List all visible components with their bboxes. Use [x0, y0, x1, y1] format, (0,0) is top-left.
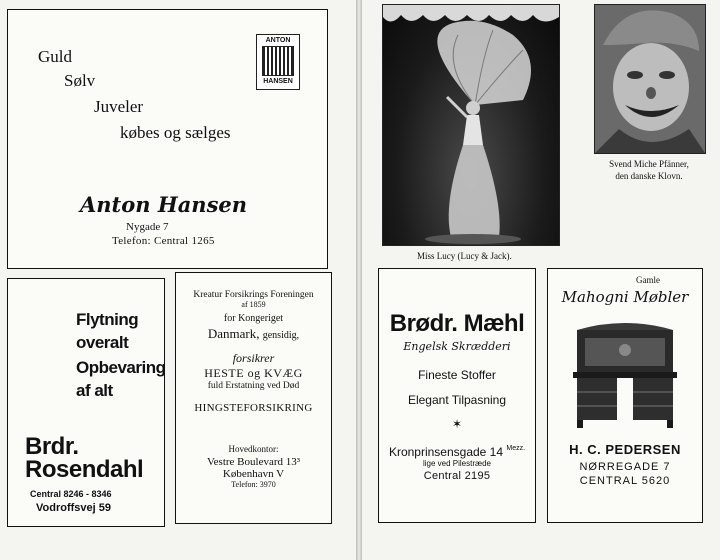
- anton-hansen-logo: [256, 34, 300, 90]
- clown-illustration: [595, 5, 705, 153]
- rosendahl-ad: [7, 278, 165, 527]
- clown-caption: [584, 158, 714, 182]
- anton-hansen-ad: [7, 9, 328, 269]
- kreatur-office: Hovedkontor:: [228, 444, 279, 454]
- maehl-phone: Central 2195: [423, 470, 491, 482]
- clown-caption-line-1: Svend Miche Pfänner,: [609, 159, 689, 169]
- kreatur-phone: Telefon: 3970: [231, 480, 276, 489]
- rosendahl-phone: Central 8246 - 8346: [30, 489, 112, 499]
- kreatur-danmark: Danmark,: [207, 326, 260, 341]
- kreatur-gensidig: gensidig,: [262, 330, 300, 341]
- ad-line-guld: Guld: [38, 47, 72, 66]
- maehl-ad: [378, 268, 536, 523]
- kreatur-line-8: HINGSTEFORSIKRING: [194, 402, 313, 414]
- anton-hansen-address: Nygade 7: [126, 221, 169, 233]
- kreatur-line-6: HESTE og KVÆG: [204, 366, 303, 380]
- pedersen-ad: [547, 268, 703, 523]
- kreatur-line-3: for Kongeriget: [223, 313, 284, 324]
- logo-text-bottom: HANSEN: [263, 78, 293, 85]
- miss-lucy-caption: Miss Lucy (Lucy & Jack).: [417, 251, 512, 261]
- roll-top-desk-illustration: [569, 320, 681, 428]
- right-page: [362, 0, 720, 560]
- pedersen-name: H. C. PEDERSEN: [569, 442, 681, 457]
- rosendahl-address: Vodroffsvej 59: [36, 502, 111, 514]
- clown-photo: [594, 4, 706, 154]
- kreatur-address-1: Vestre Boulevard 13³: [206, 456, 301, 468]
- ad-line-juveler: Juveler: [94, 97, 144, 116]
- kreatur-line-5: forsikrer: [232, 351, 275, 365]
- rosendahl-line-2: overalt: [76, 333, 129, 352]
- maehl-note: lige ved Pilestræde: [422, 459, 492, 468]
- left-page: [0, 0, 356, 560]
- rosendahl-name-1: Brdr.: [25, 433, 79, 460]
- maehl-line-1: Fineste Stoffer: [418, 368, 496, 382]
- kreatur-line-7: fuld Erstatning ved Død: [207, 381, 300, 391]
- rosendahl-line-4: af alt: [76, 381, 113, 400]
- ad-line-kobes: købes og sælges: [120, 123, 231, 142]
- pedersen-top: Gamle: [636, 275, 660, 285]
- miss-lucy-photo: [382, 4, 560, 246]
- maehl-sub: Engelsk Skrædderi: [403, 340, 511, 353]
- dancer-illustration: [383, 5, 559, 245]
- rosendahl-line-3: Opbevaring: [76, 358, 166, 377]
- kreatur-forsikring-ad: [175, 272, 332, 524]
- maehl-floor: Mezz.: [506, 445, 526, 452]
- anton-hansen-phone: Telefon: Central 1265: [112, 235, 215, 247]
- maehl-name: Brødr. Mæhl: [389, 310, 525, 337]
- kreatur-line-2: af 1859: [241, 300, 266, 309]
- clown-caption-line-2: den danske Klovn.: [615, 171, 683, 181]
- kreatur-line-4: [176, 326, 331, 342]
- maehl-address-line: [379, 445, 535, 459]
- rosendahl-line-1: Flytning: [76, 310, 139, 329]
- kreatur-line-1: Kreatur Forsikrings Foreningen: [193, 290, 314, 300]
- logo-figure: [262, 46, 294, 76]
- ad-line-solv: Sølv: [64, 71, 96, 90]
- logo-text-top: ANTON: [265, 37, 291, 44]
- maehl-star: ✶: [451, 417, 463, 431]
- maehl-line-2: Elegant Tilpasning: [407, 393, 507, 407]
- pedersen-phone: CENTRAL 5620: [579, 475, 671, 487]
- anton-hansen-signature: Anton Hansen: [80, 192, 248, 217]
- pedersen-title: Mahogni Møbler: [561, 288, 689, 306]
- rosendahl-name-2: Rosendahl: [25, 456, 144, 483]
- kreatur-address-2: København V: [222, 468, 285, 480]
- maehl-address: Kronprinsensgade 14: [388, 445, 504, 459]
- pedersen-street: NØRREGADE 7: [579, 461, 671, 473]
